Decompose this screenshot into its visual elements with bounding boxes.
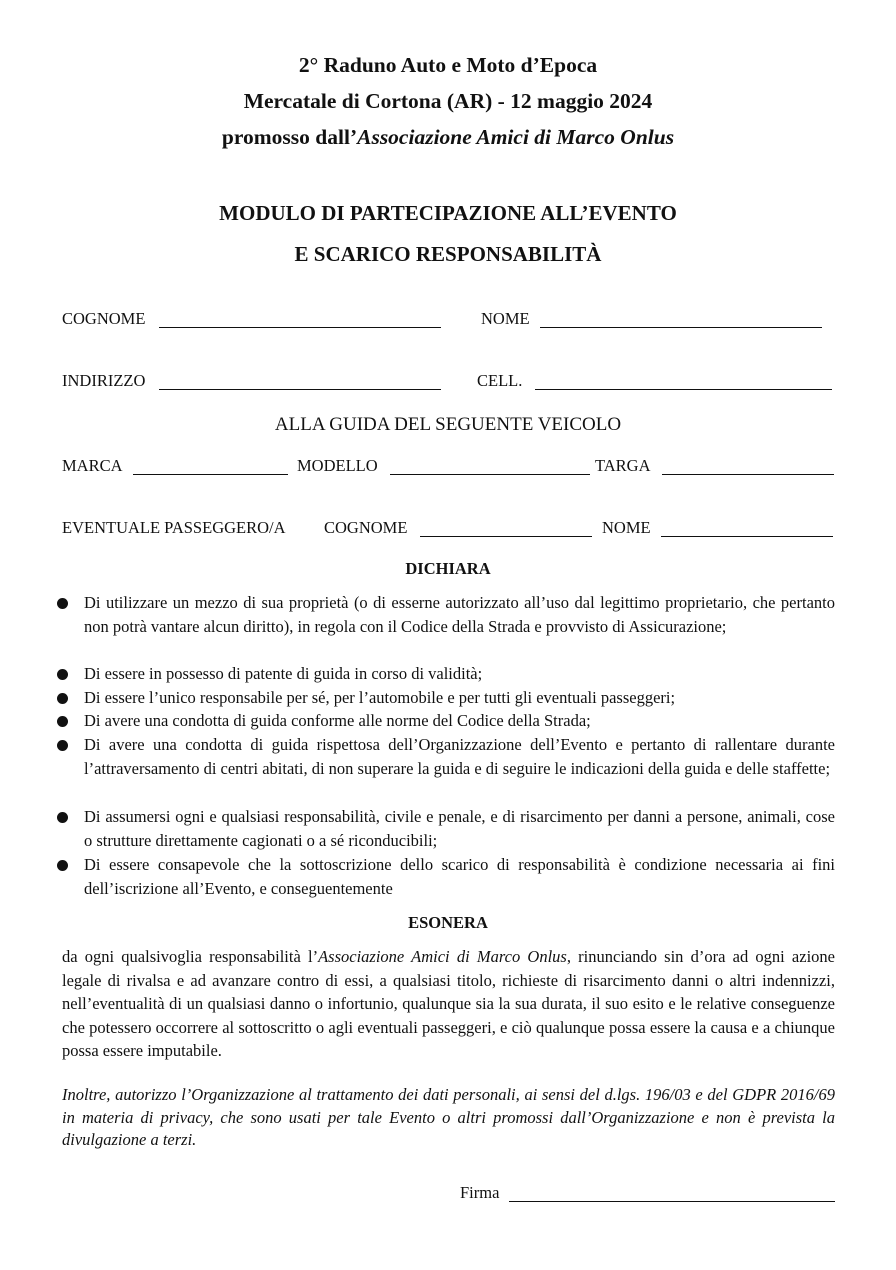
dichiara-item-5: Di avere una condotta di guida rispettosa dell’Organizzazione dell’Evento e pertanto di rallentare durante l’attraversamento di centri abitati, di non superare la guida e di seguire le indicazioni della guida e delle staffette; xyxy=(84,735,835,778)
privacy-paragraph: Inoltre, autorizzo l’Organizzazione al trattamento dei dati personali, ai sensi del d.lgs. 196/03 e del GDPR 2016/69 in materia di privacy, che sono usati per tale Evento o altri promossi dall’Organizzazione e non è prevista la divulgazione a terzi. xyxy=(62,1085,835,1149)
nome-label: NOME xyxy=(481,309,530,328)
targa-field[interactable] xyxy=(662,474,834,475)
esonera-paragraph xyxy=(62,945,835,1063)
esonera-text-prefix: da ogni qualsivoglia responsabilità l’ xyxy=(62,947,319,966)
dichiara-item-1: Di utilizzare un mezzo di sua proprietà (o di esserne autorizzato all’uso dal legittimo proprietario, che pertanto non potrà vantare alcun diritto), in regola con il Codice della Strada e provvisto di Assicurazione; xyxy=(84,593,835,636)
cell-field[interactable] xyxy=(535,389,832,390)
passeggero-label: EVENTUALE PASSEGGERO/A xyxy=(62,518,286,537)
marca-label: MARCA xyxy=(62,456,123,475)
firma-label: Firma xyxy=(460,1183,500,1202)
promoter-prefix: promosso dall’ xyxy=(221,125,358,149)
passeggero-nome-label: NOME xyxy=(602,518,651,537)
dichiara-item-7: Di essere consapevole che la sottoscrizione dello scarico di responsabilità è condizione necessaria ai fini dell’iscrizione all’Evento, e conseguentemente xyxy=(84,855,835,898)
event-promoter xyxy=(0,127,896,149)
modello-field[interactable] xyxy=(390,474,590,475)
bullet-dot xyxy=(57,812,68,823)
indirizzo-field[interactable] xyxy=(159,389,441,390)
firma-field[interactable] xyxy=(509,1201,835,1202)
targa-label: TARGA xyxy=(595,456,651,475)
cognome-label: COGNOME xyxy=(62,309,146,328)
form-title-line1: MODULO DI PARTECIPAZIONE ALL’EVENTO xyxy=(219,201,677,225)
promoter-name: Associazione Amici di Marco Onlus xyxy=(357,125,675,149)
bullet-dot xyxy=(57,669,68,680)
passeggero-cognome-field[interactable] xyxy=(420,536,592,537)
form-title-line2: E SCARICO RESPONSABILITÀ xyxy=(294,242,602,266)
dichiara-item-4: Di avere una condotta di guida conforme alle norme del Codice della Strada; xyxy=(84,711,591,730)
passeggero-cognome-label: COGNOME xyxy=(324,518,408,537)
esonera-text-suffix: , rinunciando sin d’ora ad ogni azione legale di rivalsa e ad avanzare contro di essi, a qualsiasi titolo, richieste di risarcimento danni o altri indennizzi, nell’eventualità di un qualsiasi danno o infortunio, qualunque sia la sua durata, il suo esito e le relative conseguenze che potessero occorrere al sottoscritto o agli eventuali passeggeri, e ciò qualunque possa essere la causa e a chiunque possa essere imputabile. xyxy=(62,947,835,1060)
marca-field[interactable] xyxy=(133,474,288,475)
bullet-dot xyxy=(57,598,68,609)
dichiara-item-2: Di essere in possesso di patente di guida in corso di validità; xyxy=(84,664,483,683)
dichiara-heading: DICHIARA xyxy=(405,559,491,578)
passeggero-nome-field[interactable] xyxy=(661,536,833,537)
bullet-dot xyxy=(57,860,68,871)
vehicle-heading: ALLA GUIDA DEL SEGUENTE VEICOLO xyxy=(274,414,622,435)
cell-label: CELL. xyxy=(477,371,523,390)
bullet-dot xyxy=(57,693,68,704)
nome-field[interactable] xyxy=(540,327,822,328)
event-title: 2° Raduno Auto e Moto d’Epoca xyxy=(298,53,598,77)
esonera-heading: ESONERA xyxy=(408,913,488,932)
event-location-date: Mercatale di Cortona (AR) - 12 maggio 2024 xyxy=(243,89,653,113)
dichiara-item-3: Di essere l’unico responsabile per sé, per l’automobile e per tutti gli eventuali passeggeri; xyxy=(84,688,676,707)
esonera-association-name: Associazione Amici di Marco Onlus xyxy=(318,947,567,966)
modello-label: MODELLO xyxy=(297,456,378,475)
bullet-dot xyxy=(57,740,68,751)
dichiara-item-6: Di assumersi ogni e qualsiasi responsabilità, civile e penale, e di risarcimento per danni a persone, animali, cose o strutture direttamente cagionati o a sé riconducibili; xyxy=(84,807,835,850)
indirizzo-label: INDIRIZZO xyxy=(62,371,146,390)
cognome-field[interactable] xyxy=(159,327,441,328)
bullet-dot xyxy=(57,716,68,727)
